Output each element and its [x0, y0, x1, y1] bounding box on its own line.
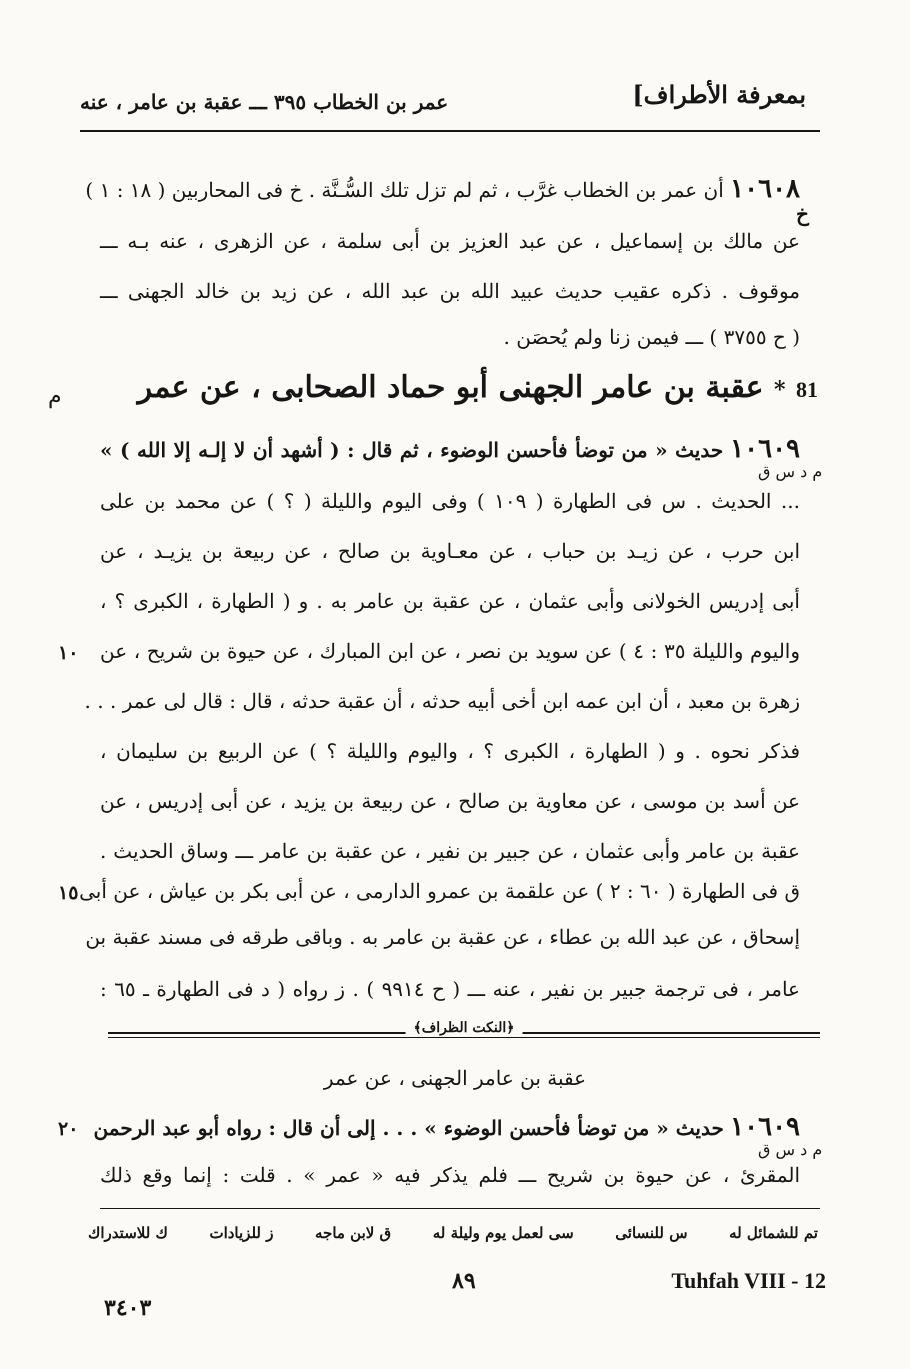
nukat-line-2: المقرئ ، عن حيوة بن شريح ـــ فلم يذكر فيه « عمر » . قلت : إنما وقع ذلك: [100, 1163, 800, 1187]
entry-10608-line-1: [85, 174, 800, 206]
header-rule: [80, 130, 820, 132]
entry-10609-line-4: أبى إدريس الخولانى وأبى عثمان ، عن عقبة بن عامر به . و ( الطهارة ، الكبرى ؟ ،: [100, 589, 800, 613]
entry-10609-line-9: عقبة بن عامر وأبى عثمان ، عن جبير بن نفير ، عن عقبة بن عامر ـــ وساق الحديث .: [100, 839, 800, 863]
running-header-right: بمعرفة الأطراف]: [632, 80, 806, 109]
page-number: ٨٩: [452, 1268, 476, 1294]
section-number: 81: [796, 377, 818, 402]
entry-10609-line-1: [100, 434, 800, 466]
abbreviation: ك للاستدراك: [88, 1224, 168, 1242]
volume-signature: Tuhfah VIII - 12: [671, 1268, 826, 1293]
entry-10608-line-4: ( ح ٣٧٥٥ ) ـــ فيمن زنا ولم يُحصَن .: [503, 325, 800, 349]
margin-line-number: ١٥: [58, 882, 79, 904]
running-header-left: عمر بن الخطاب ٣٩٥ ـــ عقبة بن عامر ، عنه: [80, 90, 449, 114]
entry-10609-line-3: ابن حرب ، عن زيـد بن حباب ، عن معـاوية بن صالح ، عن ربيعة بن يزيـد ، عن: [100, 539, 800, 563]
abbreviation-key: [88, 1224, 818, 1242]
entry-siglum: م د س ق: [758, 462, 823, 481]
abbreviation: ز للزيادات: [209, 1224, 274, 1242]
section-title: [78, 370, 818, 405]
footer-rule: [100, 1208, 820, 1209]
entry-10609-line-10: ق فى الطهارة ( ٦٠ : ٢ ) عن علقمة بن عمرو الدارمى ، عن أبى بكر بن عياش ، عن أبى: [79, 879, 800, 903]
entry-text: حديث « من توضأ فأحسن الوضوء » . . . إلى أن قال : رواه أبو عبد الرحمن: [93, 1116, 724, 1140]
nukat-line-1: [93, 1112, 800, 1144]
divider-label: ﴿النكت الظراف﴾: [406, 1020, 523, 1036]
entry-number: ١٠٦٠٩: [730, 434, 800, 464]
margin-mark: م: [48, 384, 62, 409]
section-heading: عقبة بن عامر الجهنى أبو حماد الصحابى ، عن عمر: [137, 370, 764, 405]
margin-line-number: ١٠: [58, 642, 79, 664]
entry-text: أن عمر بن الخطاب غرَّب ، ثم لم تزل تلك السُّـنَّة . خ فى المحاربين ( ١٨ : ١ ): [85, 178, 724, 202]
entry-text: حديث « من توضأ فأحسن الوضوء ، ثم قال : ( أشهد أن لا إلـه إلا الله ) »: [100, 438, 724, 462]
entry-number: ١٠٦٠٨: [730, 174, 800, 204]
entry-10608-line-2: عن مالك بن إسماعيل ، عن عبد العزيز بن أبى سلمة ، عن الزهرى ، عنه بـه ـــ: [100, 229, 800, 253]
entry-number: ١٠٦٠٩: [730, 1112, 800, 1142]
margin-line-number: ٢٠: [58, 1118, 79, 1140]
abbreviation: س للنسائى: [615, 1224, 688, 1242]
entry-siglum: م د س ق: [758, 1140, 823, 1159]
divider-rule: [108, 1037, 820, 1038]
entry-siglum: خ: [796, 202, 809, 226]
abbreviation: سى لعمل يوم وليلة له: [432, 1224, 574, 1242]
entry-10609-line-7: فذكر نحوه . و ( الطهارة ، الكبرى ؟ ، واليوم والليلة ؟ ) عن الربيع بن سليمان ،: [100, 739, 800, 763]
entry-10609-line-6: زهرة بن معبد ، أن ابن عمه ابن أخى أبيه حدثه ، أن عقبة حدثه ، قال : قال لى عمر . . .: [84, 689, 800, 713]
entry-10609-line-5: واليوم والليلة ٣٥ : ٤ ) عن سويد بن نصر ، عن ابن المبارك ، عن حيوة بن شريح ، عن: [100, 639, 801, 663]
entry-10609-line-12: عامر ، فى ترجمة جبير بن نفير ، عنه ـــ ( ح ٩٩١٤ ) . ز رواه ( د فى الطهارة ـ ٦٥ :: [100, 977, 800, 1001]
section-star: *: [774, 377, 786, 403]
entry-10609-line-2: ... الحديث . س فى الطهارة ( ١٠٩ ) وفى اليوم والليلة ( ؟ ) عن محمد بن على: [100, 489, 800, 513]
nukat-heading: عقبة بن عامر الجهنى ، عن عمر: [323, 1066, 587, 1090]
entry-10608-line-3: موقوف . ذكره عقيب حديث عبيد الله بن عبد الله ، عن زيد بن خالد الجهنى ـــ: [100, 279, 800, 303]
entry-10609-line-8: عن أسد بن موسى ، عن معاوية بن صالح ، عن ربيعة بن يزيد ، عن أبى إدريس ، عن: [100, 789, 800, 813]
entry-10609-line-11: إسحاق ، عن عبد الله بن عطاء ، عن عقبة بن عامر به . وباقى طرقه فى مسند عقبة بن: [85, 925, 800, 949]
abbreviation: تم للشمائل له: [729, 1224, 818, 1242]
printer-signature: ٣٤٠٣: [104, 1295, 152, 1321]
abbreviation: ق لابن ماجه: [315, 1224, 392, 1242]
